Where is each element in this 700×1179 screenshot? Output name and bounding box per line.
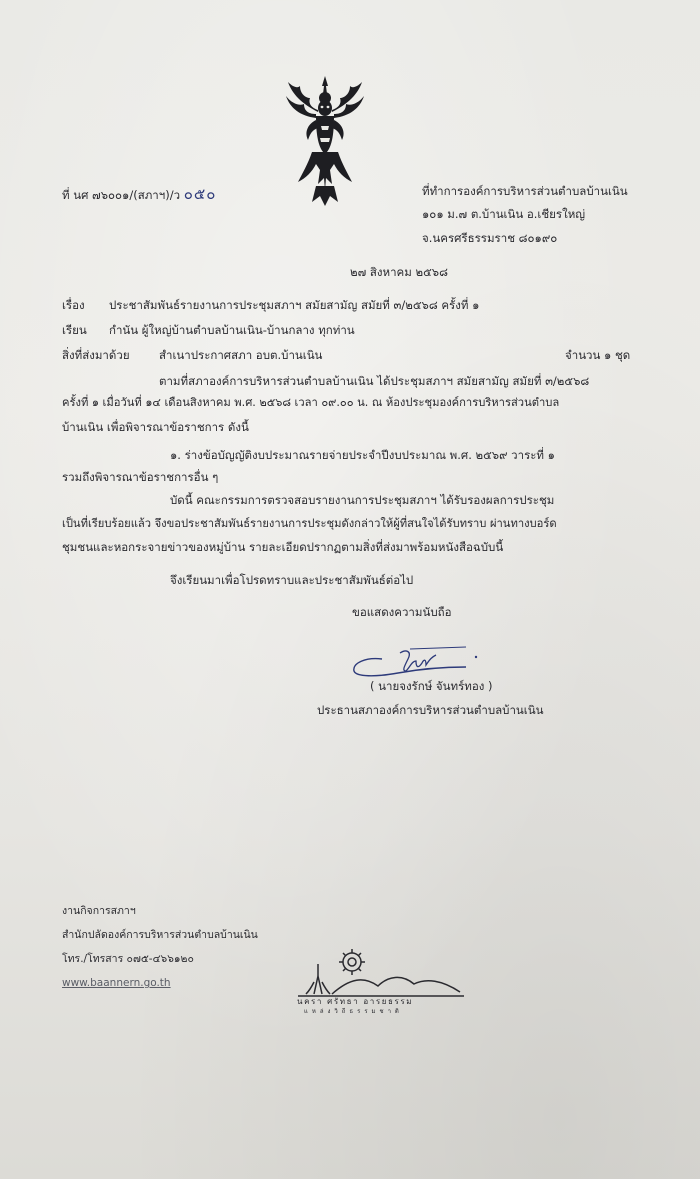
enclosure-quantity: จำนวน ๑ ชุด [565,348,631,362]
footer-website-link[interactable]: www.baannern.go.th [62,977,171,989]
sender-address-line-2: จ.นครศรีธรรมราช ๘๐๑๙๐ [422,231,558,245]
enclosure-label: สิ่งที่ส่งมาด้วย [62,348,130,362]
reference-number-handwritten: ๐๕๐ [183,185,217,203]
closing: ขอแสดงความนับถือ [352,605,452,619]
body-paragraph-1-line-3: บ้านเนิน เพื่อพิจารณาข้อราชการ ดังนี้ [62,420,249,434]
body-paragraph-2-line-2: เป็นที่เรียบร้อยแล้ว จึงขอประชาสัมพันธ์รายงานการประชุมดังกล่าวให้ผู้ที่สนใจได้รับทราบ ผ่านทางบอร์ด [62,517,557,530]
sender-address-line-1: ๑๐๑ ม.๗ ต.บ้านเนิน อ.เชียรใหญ่ [422,207,586,221]
reference-number-printed: ที่ นศ ๗๖๐๐๑/(สภาฯ)/ว [62,188,181,202]
subject-label: เรื่อง [62,298,85,312]
agenda-item-1-cont: รวมถึงพิจารณาข้อราชการอื่น ๆ [62,470,219,484]
closing-request: จึงเรียนมาเพื่อโปรดทราบและประชาสัมพันธ์ต่อไป [170,573,414,587]
organization-logo-icon [292,946,470,1030]
garuda-emblem-icon [282,74,368,208]
logo-slogan-2: แหล่งวิถีธรรมชาติ [304,1008,403,1015]
body-paragraph-1-line-2: ครั้งที่ ๑ เมื่อวันที่ ๑๔ เดือนสิงหาคม พ.ศ. ๒๕๖๘ เวลา ๐๙.๐๐ น. ณ ห้องประชุมองค์การบริหารส่วนตำบล [62,396,560,409]
body-paragraph-2-line-3: ชุมชนและหอกระจายข่าวของหมู่บ้าน รายละเอียดปรากฏตามสิ่งที่ส่งมาพร้อมหนังสือฉบับนี้ [62,540,504,554]
recipient: กำนัน ผู้ใหญ่บ้านตำบลบ้านเนิน-บ้านกลาง ทุกท่าน [109,323,355,337]
signer-name: ( นายจงรักษ์ จันทร์ทอง ) [370,679,493,693]
footer-office: สำนักปลัดองค์การบริหารส่วนตำบลบ้านเนิน [62,929,258,941]
logo-slogan-1: นครา ศรัทธา อารยธรรม [297,997,414,1006]
sender-office: ที่ทำการองค์การบริหารส่วนตำบลบ้านเนิน [422,184,628,198]
letter-date: ๒๗ สิงหาคม ๒๕๖๘ [350,265,448,279]
body-paragraph-2-line-1: บัดนี้ คณะกรรมการตรวจสอบรายงานการประชุมสภาฯ ได้รับรองผลการประชุม [170,493,555,507]
reference-number [62,186,216,203]
recipient-label: เรียน [62,323,87,337]
enclosure: สำเนาประกาศสภา อบต.บ้านเนิน [159,348,323,362]
signature-icon [346,645,486,681]
agenda-item-1: ๑. ร่างข้อบัญญัติงบประมาณรายจ่ายประจำปีงบประมาณ พ.ศ. ๒๕๖๙ วาระที่ ๑ [170,448,555,462]
footer-phone: โทร./โทรสาร ๐๗๕-๔๖๖๑๒๐ [62,953,194,965]
subject: ประชาสัมพันธ์รายงานการประชุมสภาฯ สมัยสามัญ สมัยที่ ๓/๒๕๖๘ ครั้งที่ ๑ [109,298,480,312]
body-paragraph-1-line-1: ตามที่สภาองค์การบริหารส่วนตำบลบ้านเนิน ได้ประชุมสภาฯ สมัยสามัญ สมัยที่ ๓/๒๕๖๘ [159,374,590,388]
footer-unit: งานกิจการสภาฯ [62,905,136,917]
signer-title: ประธานสภาองค์การบริหารส่วนตำบลบ้านเนิน [317,703,544,717]
